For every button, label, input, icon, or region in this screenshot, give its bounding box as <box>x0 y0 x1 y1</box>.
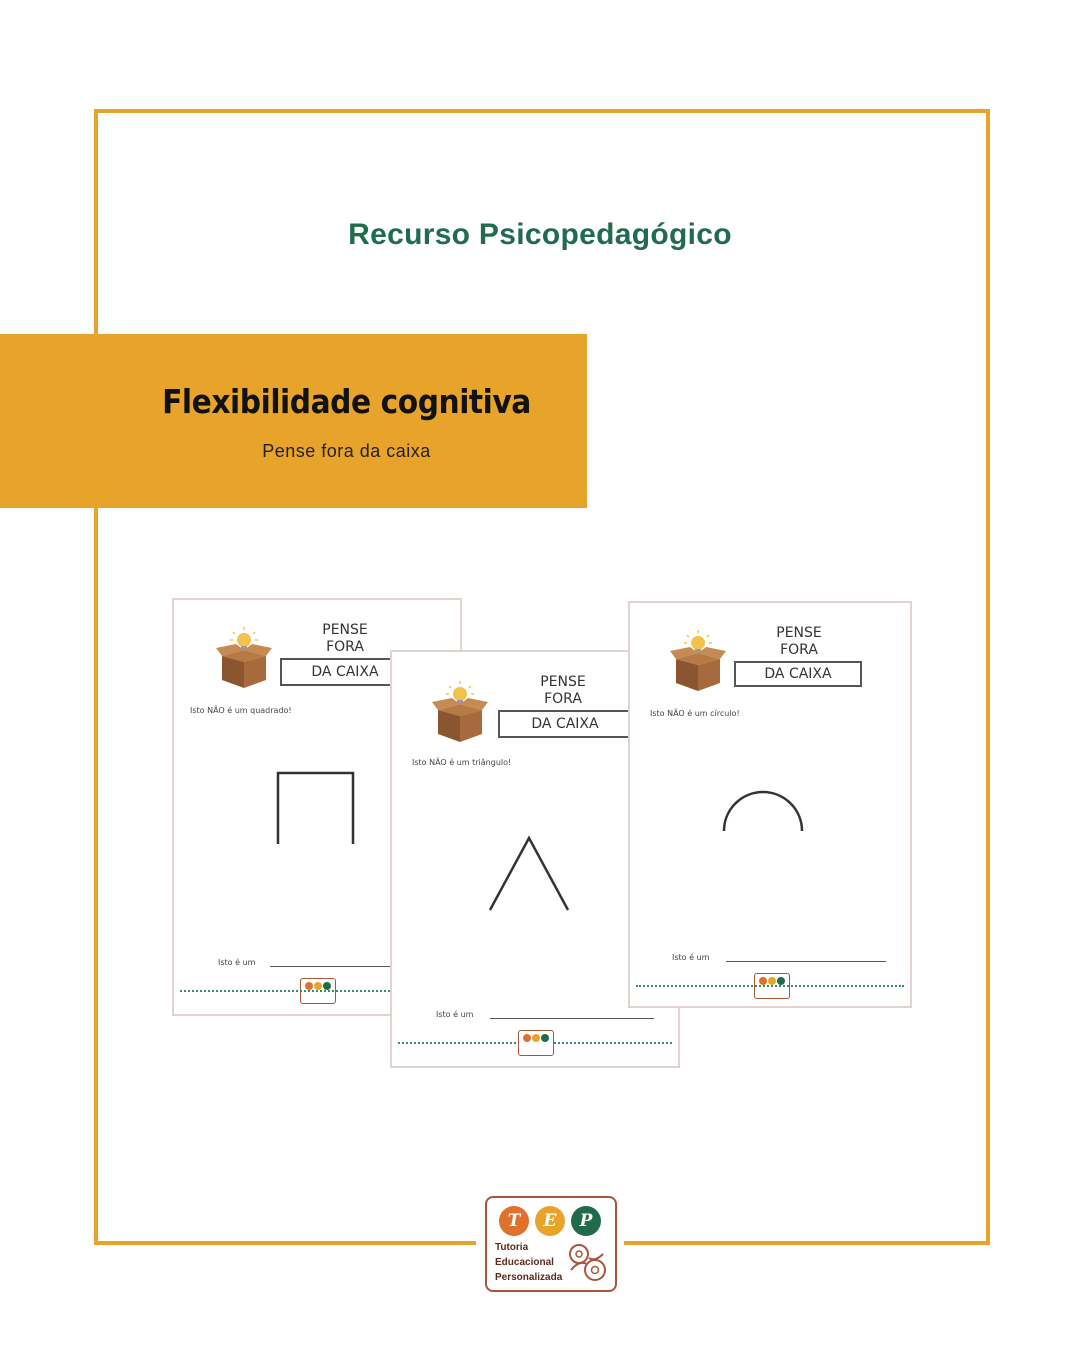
lightbulb-box-icon <box>670 629 726 695</box>
mini-logo <box>518 1030 554 1056</box>
footer-divider <box>636 985 904 987</box>
lightbulb-box-icon <box>432 680 488 746</box>
worksheet-title <box>518 674 608 708</box>
brand-logo-card <box>485 1196 617 1292</box>
mini-logo-dot-orange <box>759 977 767 985</box>
mini-logo-dot-orange <box>523 1034 531 1042</box>
page-kicker: Recurso Psicopedagógico <box>348 218 732 251</box>
open-square-shape <box>274 770 356 846</box>
mini-logo-dot-green <box>541 1034 549 1042</box>
worksheet-title-line2: FORA <box>544 691 582 707</box>
mini-logo-dot-yellow <box>532 1034 540 1042</box>
answer-label: Isto é um <box>218 958 256 967</box>
page-title: Flexibilidade cognitiva <box>162 382 531 421</box>
logo-letter-t: T <box>499 1206 529 1236</box>
lightbulb-box-icon <box>216 626 272 692</box>
worksheet-title-line2: FORA <box>326 639 364 655</box>
mini-logo-dot-orange <box>305 982 313 990</box>
worksheet-title-line1: PENSE <box>540 674 586 690</box>
brand-logo <box>476 1192 624 1296</box>
logo-text-line2: Educacional <box>495 1257 554 1268</box>
worksheet-title <box>300 622 390 656</box>
open-triangle-shape <box>486 834 572 914</box>
worksheet-title <box>754 625 844 659</box>
mini-logo-dot-yellow <box>768 977 776 985</box>
logo-text-line1: Tutoria <box>495 1242 529 1253</box>
worksheet-circle <box>628 601 912 1008</box>
answer-line <box>726 961 886 962</box>
worksheet-instruction: Isto NÃO é um círculo! <box>650 709 740 718</box>
answer-label: Isto é um <box>436 1010 474 1019</box>
answer-line <box>490 1018 654 1019</box>
title-banner <box>0 334 587 508</box>
logo-letter-e: E <box>535 1206 565 1236</box>
mini-logo-dot-green <box>323 982 331 990</box>
worksheet-title-box: DA CAIXA <box>734 661 862 687</box>
gears-icon <box>565 1240 609 1284</box>
answer-label: Isto é um <box>672 953 710 962</box>
half-circle-shape <box>720 783 806 833</box>
page-subtitle: Pense fora da caixa <box>262 441 431 461</box>
worksheet-title-box: DA CAIXA <box>498 710 632 738</box>
logo-text-line3: Personalizada <box>495 1272 563 1283</box>
worksheet-title-line1: PENSE <box>776 625 822 641</box>
worksheet-title-line2: FORA <box>780 642 818 658</box>
worksheet-title-line1: PENSE <box>322 622 368 638</box>
logo-letter-p: P <box>571 1206 601 1236</box>
worksheet-instruction: Isto NÃO é um quadrado! <box>190 706 292 715</box>
mini-logo-dot-green <box>777 977 785 985</box>
worksheet-title-box: DA CAIXA <box>280 658 410 686</box>
worksheet-instruction: Isto NÃO é um triângulo! <box>412 758 512 767</box>
mini-logo-dot-yellow <box>314 982 322 990</box>
